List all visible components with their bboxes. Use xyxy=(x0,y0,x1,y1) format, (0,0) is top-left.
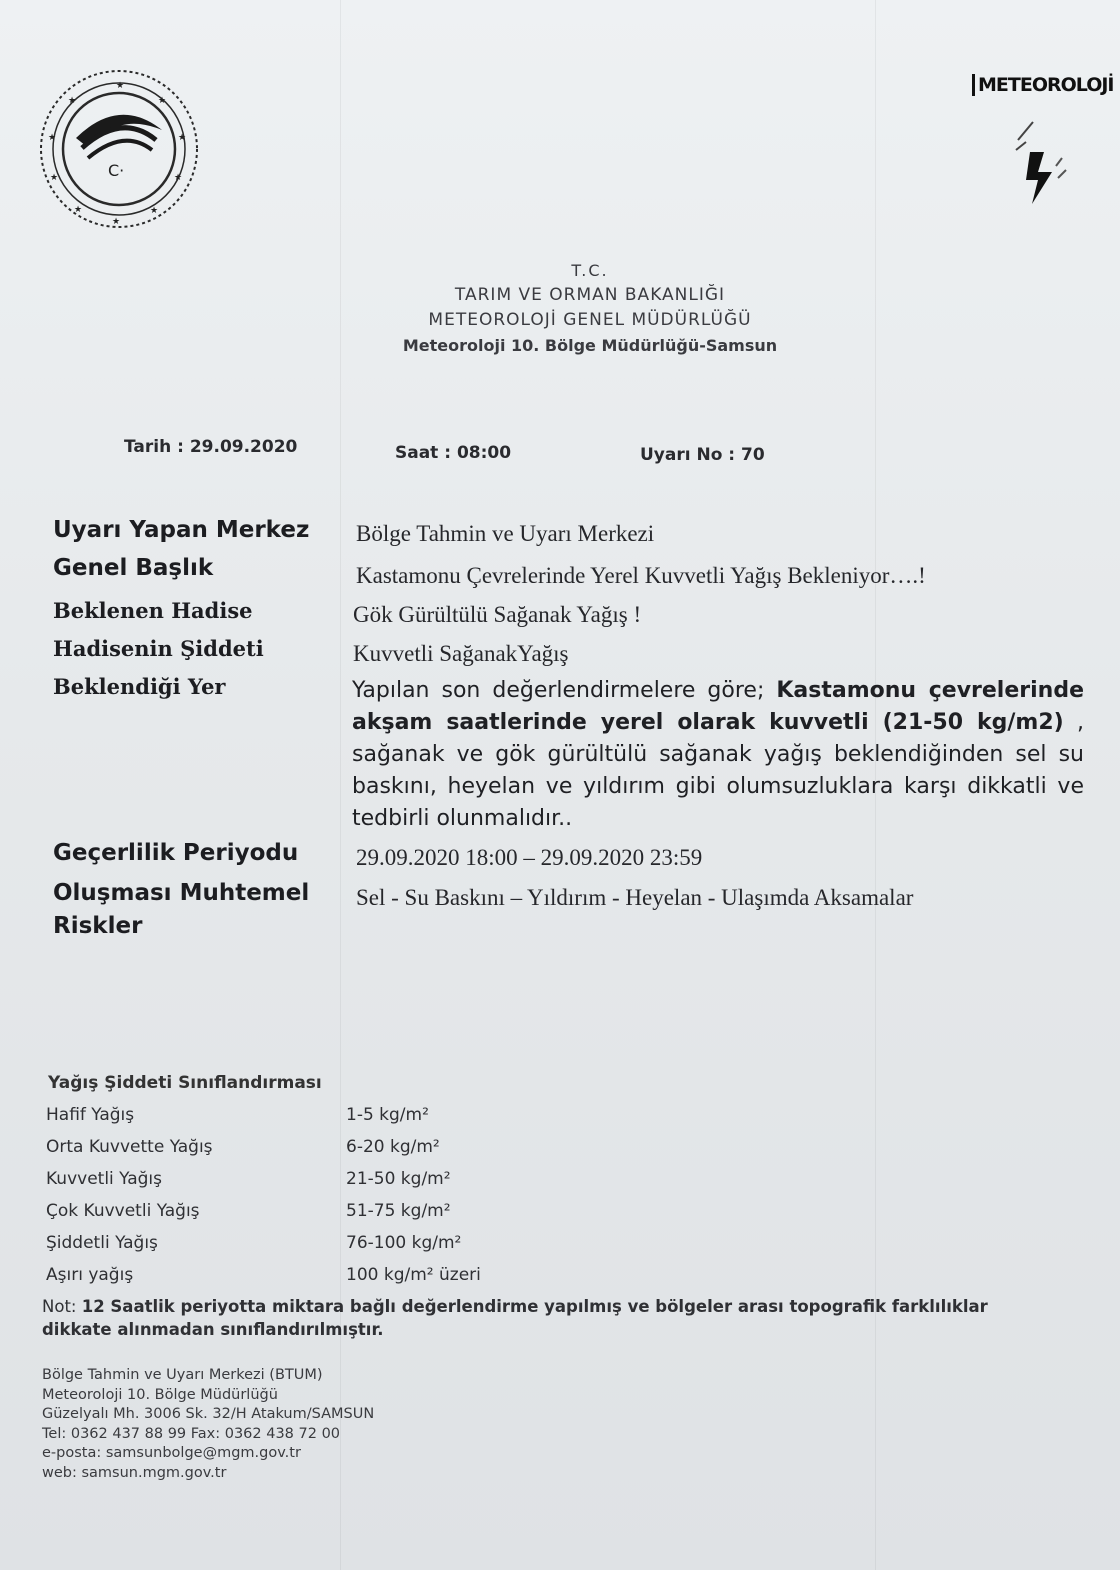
svg-text:★: ★ xyxy=(158,96,167,106)
ministry-seal-logo xyxy=(38,68,200,230)
risks-label: Oluşması Muhtemel Riskler xyxy=(53,880,310,939)
meteoroloji-logo-text: METEOROLOJİ xyxy=(972,74,1113,96)
warning-date: Tarih : 29.09.2020 xyxy=(124,437,298,457)
title-label: Genel Başlık xyxy=(53,555,214,581)
footer-address: Güzelyalı Mh. 3006 Sk. 32/H Atakum/SAMSUN xyxy=(42,1406,375,1422)
classification-value: 21-50 kg/m² xyxy=(346,1169,451,1189)
contact-footer xyxy=(42,1366,374,1483)
footer-email: e-posta: samsunbolge@mgm.gov.tr xyxy=(42,1445,301,1461)
footer-center: Bölge Tahmin ve Uyarı Merkezi (BTUM) xyxy=(42,1367,323,1383)
svg-text:C·: C· xyxy=(108,161,125,180)
note-prefix: Not: xyxy=(42,1297,82,1316)
event-value: Gök Gürültülü Sağanak Yağış ! xyxy=(353,602,642,627)
classification-value: 76-100 kg/m² xyxy=(346,1233,462,1253)
location-paragraph xyxy=(352,675,1084,835)
document-header xyxy=(360,258,820,358)
svg-text:★: ★ xyxy=(74,205,83,215)
center-value: Bölge Tahmin ve Uyarı Merkezi xyxy=(356,521,655,546)
lightning-icon xyxy=(998,100,1088,210)
classification-name: Kuvvetli Yağış xyxy=(46,1169,163,1189)
footer-web: web: samsun.mgm.gov.tr xyxy=(42,1464,227,1481)
classification-row xyxy=(46,1265,481,1285)
classification-row xyxy=(46,1169,451,1189)
header-tc: T.C. xyxy=(571,261,609,280)
svg-text:★: ★ xyxy=(174,173,183,183)
classification-note xyxy=(42,1295,1052,1341)
classification-row xyxy=(46,1137,440,1157)
classification-name: Orta Kuvvette Yağış xyxy=(46,1137,213,1157)
footer-directorate: Meteoroloji 10. Bölge Müdürlüğü xyxy=(42,1386,278,1403)
center-label: Uyarı Yapan Merkez xyxy=(53,517,310,543)
classification-name: Aşırı yağış xyxy=(46,1265,134,1285)
classification-name: Çok Kuvvetli Yağış xyxy=(46,1201,200,1221)
header-region: Meteoroloji 10. Bölge Müdürlüğü-Samsun xyxy=(402,336,778,355)
warning-time: Saat : 08:00 xyxy=(395,443,512,463)
svg-text:★: ★ xyxy=(178,133,187,143)
location-text-2: , sağanak ve gök gürültülü sağanak yağış beklendiğinden sel su baskını, heyelan ve yıldırım gibi olumsuzluklara karşı dikkatli ve tedbirli olunmalıdır.. xyxy=(352,710,1084,831)
svg-text:★: ★ xyxy=(150,206,159,216)
severity-value: Kuvvetli SağanakYağış xyxy=(353,641,569,666)
event-label: Beklenen Hadise xyxy=(53,598,253,623)
svg-text:★: ★ xyxy=(68,96,77,106)
title-value: Kastamonu Çevrelerinde Yerel Kuvvetli Yağış Bekleniyor….! xyxy=(356,563,926,588)
location-text-1: Yapılan son değerlendirmelere göre; xyxy=(352,678,777,703)
risks-value: Sel - Su Baskını – Yıldırım - Heyelan - Ulaşımda Aksamalar xyxy=(356,885,914,910)
svg-text:★: ★ xyxy=(50,173,59,183)
classification-value: 51-75 kg/m² xyxy=(346,1201,451,1221)
header-ministry: TARIM VE ORMAN BAKANLIĞI xyxy=(454,285,726,305)
severity-label: Hadisenin Şiddeti xyxy=(53,636,264,661)
classification-value: 6-20 kg/m² xyxy=(346,1137,440,1157)
svg-text:★: ★ xyxy=(116,81,125,91)
warning-number: Uyarı No : 70 xyxy=(640,445,765,465)
classification-row xyxy=(46,1105,429,1125)
meteoroloji-logo xyxy=(968,70,1114,210)
location-text-bold: Kastamonu çevrelerinde akşam saatlerinde yerel olarak kuvvetli (21-50 kg/m2) xyxy=(352,678,1084,735)
classification-title: Yağış Şiddeti Sınıflandırması xyxy=(48,1073,322,1093)
classification-value: 1-5 kg/m² xyxy=(346,1105,429,1125)
validity-label: Geçerlilik Periyodu xyxy=(53,840,299,866)
classification-value: 100 kg/m² üzeri xyxy=(346,1265,481,1285)
location-label: Beklendiği Yer xyxy=(53,674,226,699)
svg-text:★: ★ xyxy=(112,217,121,227)
classification-name: Şiddetli Yağış xyxy=(46,1233,158,1253)
footer-phone: Tel: 0362 437 88 99 Fax: 0362 438 72 00 xyxy=(42,1425,341,1442)
classification-row xyxy=(46,1201,451,1221)
validity-value: 29.09.2020 18:00 – 29.09.2020 23:59 xyxy=(356,845,703,870)
classification-row xyxy=(46,1233,462,1253)
header-directorate: METEOROLOJİ GENEL MÜDÜRLÜĞÜ xyxy=(428,310,752,330)
note-text: 12 Saatlik periyotta miktara bağlı değerlendirme yapılmış ve bölgeler arası topografik farklılıklar dikkate alınmadan sınıflandırılmıştır. xyxy=(42,1297,988,1339)
classification-name: Hafif Yağış xyxy=(46,1105,135,1125)
svg-text:★: ★ xyxy=(48,133,57,143)
